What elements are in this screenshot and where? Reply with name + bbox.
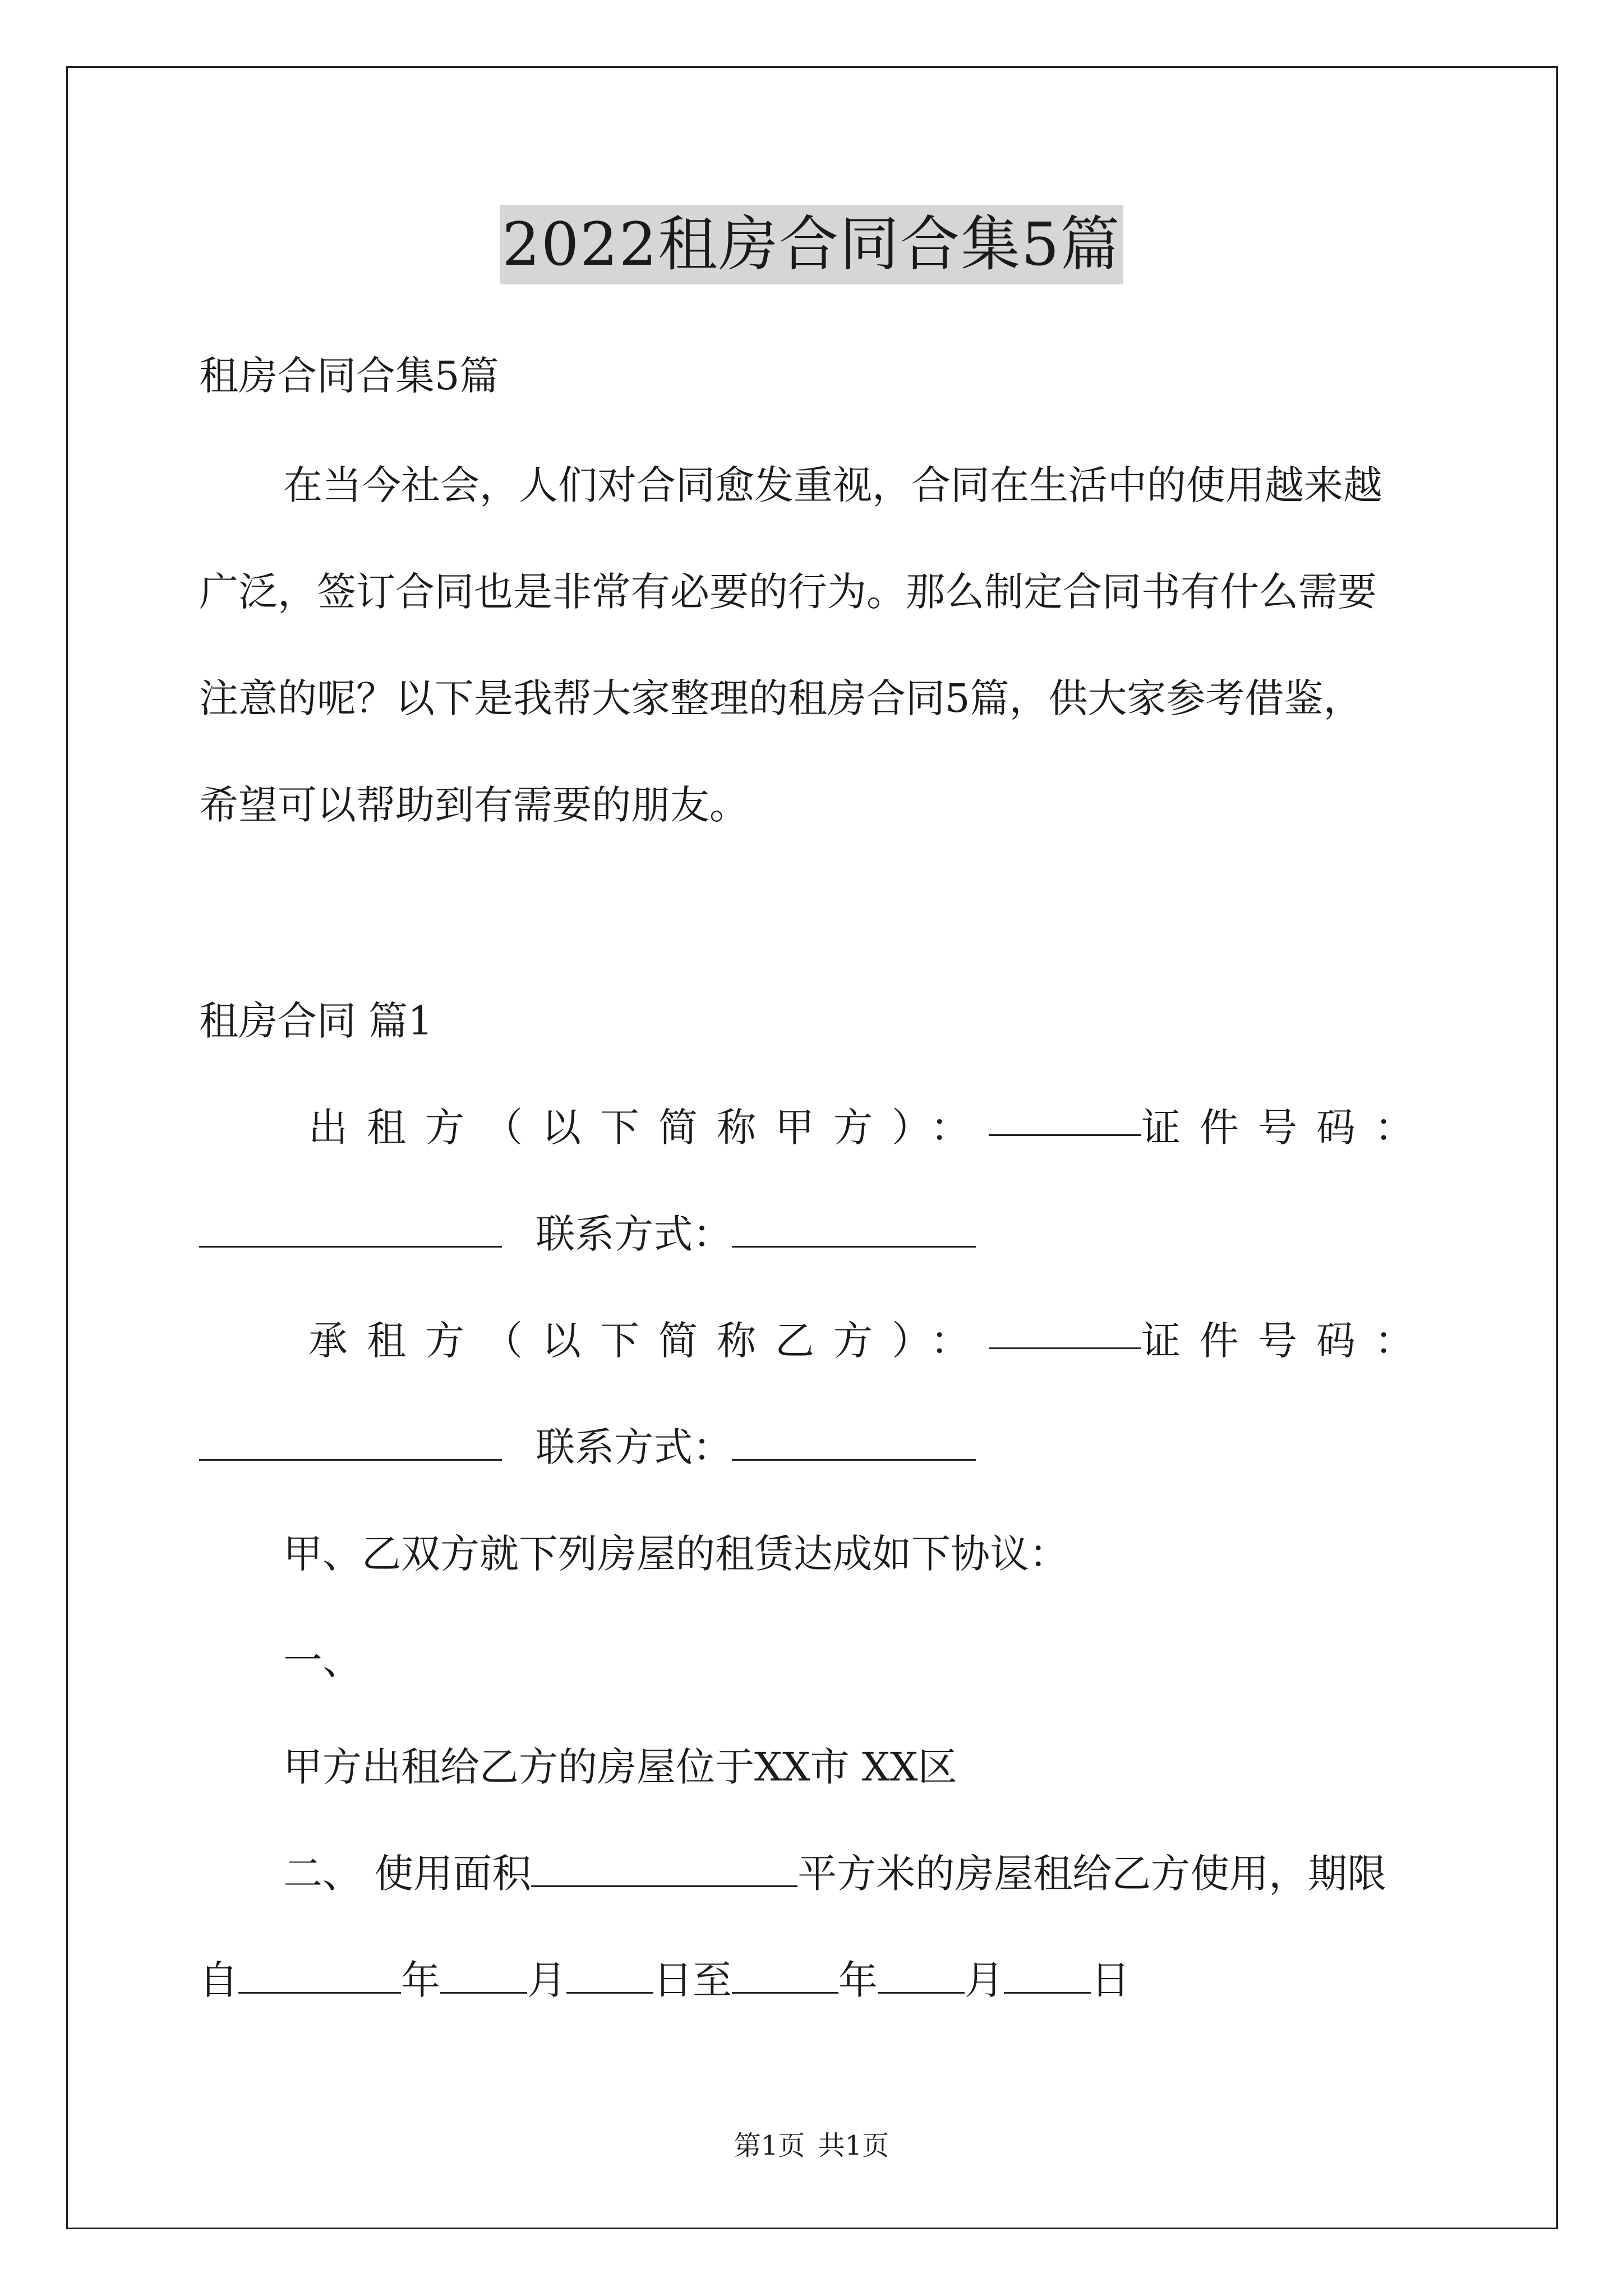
lessor-id-label: 证件号码： [1141,1105,1433,1151]
location-line: 甲方出租给乙方的房屋位于XX市 XX区 [283,1744,957,1790]
lessee-contact-row [199,1419,1433,1475]
period-year-2: 年 [838,1957,878,2003]
item-two-prefix: 二、 使用面积 [283,1851,532,1897]
lessor-name-blank[interactable] [989,1099,1141,1136]
lessee-name-blank[interactable] [989,1313,1141,1349]
title-container [0,205,1623,284]
end-year-blank[interactable] [732,1957,838,1994]
area-blank[interactable] [531,1851,797,1887]
intro-line-1: 在当今社会，人们对合同愈发重视，合同在生活中的使用越来越 [283,462,1382,508]
period-month-2: 月 [965,1957,1004,2003]
intro-line-4: 希望可以帮助到有需要的朋友。 [199,782,749,828]
lessee-id-blank[interactable] [199,1424,502,1461]
lessor-row [308,1099,1433,1156]
intro-line-3: 注意的呢？以下是我帮大家整理的租房合同5篇，供大家参考借鉴， [199,675,1363,721]
item-one: 一、 [283,1637,362,1683]
end-month-blank[interactable] [878,1957,965,1994]
lessee-contact-label: 联系方式： [536,1424,732,1470]
section-heading: 租房合同 篇1 [199,998,433,1044]
start-day-blank[interactable] [566,1957,653,1994]
lessee-row [308,1313,1433,1369]
intro-line-2: 广泛，签订合同也是非常有必要的行为。那么制定合同书有什么需要 [199,569,1377,615]
agreement-line: 甲、乙双方就下列房屋的租赁达成如下协议： [283,1531,1068,1577]
lessor-label: 出租方（以下简称甲方）： [308,1105,989,1151]
lessor-contact-blank[interactable] [732,1211,976,1248]
subtitle: 租房合同合集5篇 [199,353,499,399]
period-month-1: 月 [527,1957,566,2003]
lessor-contact-label: 联系方式： [536,1211,732,1257]
lessee-id-label: 证件号码： [1141,1318,1433,1364]
period-row [199,1952,1433,2008]
page-footer [0,2129,1623,2162]
page-number: 第1页 [734,2130,805,2161]
period-day: 日 [1091,1957,1130,2003]
start-year-blank[interactable] [238,1957,401,1994]
item-two-row [283,1846,1433,1902]
document-title: 2022租房合同合集5篇 [500,205,1123,284]
period-day-to: 日至 [653,1957,732,2003]
lessor-id-blank[interactable] [199,1211,502,1248]
lessee-contact-blank[interactable] [732,1424,976,1461]
item-two-suffix: 平方米的房屋租给乙方使用，期限 [797,1851,1387,1897]
end-day-blank[interactable] [1004,1957,1091,1994]
start-month-blank[interactable] [440,1957,527,1994]
page-total: 共1页 [818,2130,889,2161]
lessee-label: 承租方（以下简称乙方）： [308,1318,989,1364]
lessor-contact-row [199,1206,1433,1262]
period-year-1: 年 [401,1957,440,2003]
period-from: 自 [199,1957,238,2003]
